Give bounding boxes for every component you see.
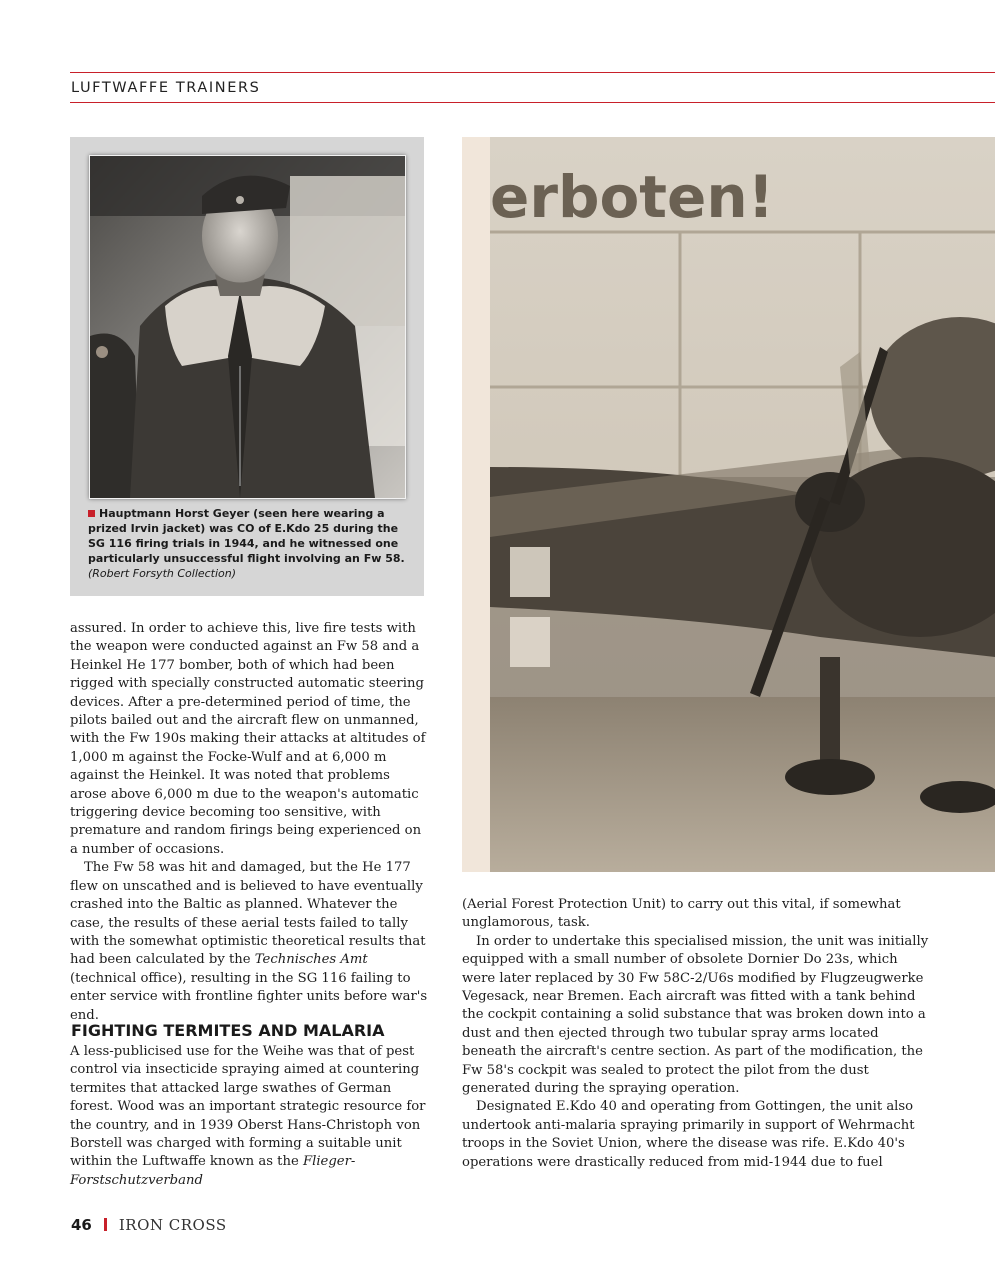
aircraft-hangar-image xyxy=(490,137,995,872)
paragraph-3 xyxy=(70,1043,430,1190)
article-column-right xyxy=(462,896,932,1172)
magazine-name: IRON CROSS xyxy=(118,1216,227,1234)
paragraph-2-part-b: (technical office), resulting in the SG 116 failing to enter service with frontline fighter units before war's end. xyxy=(70,970,428,1023)
paragraph-6: Designated E.Kdo 40 and operating from Gottingen, the unit also undertook anti-malaria spraying primarily in support of Wehrmacht troops in the Soviet Union, where the disease was rife. E.Kdo 40's operations were drastically reduced from mid-1944 due to fuel xyxy=(462,1099,915,1170)
paragraph-2-part-a: The Fw 58 was hit and damaged, but the He 177 flew on unscathed and is believed to have eventually crashed into the Baltic as planned. Whatever the case, the results of these aerial tests failed to tally with the somewhat optimistic theoretical results that had been calculated by the xyxy=(70,860,426,968)
header-rule-bottom xyxy=(70,102,995,103)
hangar-sign-text: erboten! xyxy=(490,163,775,231)
page-footer xyxy=(71,1216,227,1234)
article-column-left-lower xyxy=(70,1043,430,1190)
pilot-portrait-image xyxy=(90,156,405,498)
footer-separator xyxy=(104,1218,107,1231)
caption-subject: Hauptmann Horst Geyer xyxy=(99,507,250,520)
paragraph-2-italic: Technisches Amt xyxy=(254,952,368,968)
caption-text: (seen here wearing a prized Irvin jacket) was CO of E.Kdo 25 during the SG 116 firing trials in 1944, and he witnessed one particularly unsuccessful flight involving an Fw 58. xyxy=(88,507,405,565)
paragraph-5: In order to undertake this specialised mission, the unit was initially equipped with a small number of obsolete Dornier Do 23s, which were later replaced by 30 Fw 58C-2/U6s modified by Flugzeugwerke Vegesack, near Bremen. Each aircraft was fitted with a tank behind the cockpit containing a solid substance that was broken down into a dust and then ejected through two tubular spray arms located beneath the aircraft's centre section. As part of the modification, the Fw 58's cockpit was sealed to protect the pilot from the dust generated during the spraying operation. xyxy=(462,933,929,1097)
photo-caption xyxy=(88,506,408,581)
paragraph-3-part-a: A less-publicised use for the Weihe was that of pest control via insecticide spraying aimed at countering termites that attacked large swathes of German forest. Wood was an important strategic resource for the country, and in 1939 Oberst Hans-Christoph von Borstell was charged with forming a suitable unit within the Luftwaffe known as the xyxy=(70,1044,426,1170)
paragraph-3-italic: Flieger-Forstschutzverband xyxy=(70,1154,356,1188)
caption-bullet-icon xyxy=(88,510,95,517)
article-column-left xyxy=(70,620,430,1025)
page-number: 46 xyxy=(71,1216,92,1234)
paragraph-1: assured. In order to achieve this, live fire tests with the weapon were conducted against an Fw 58 and a Heinkel He 177 bomber, both of which had been rigged with specially constructed automatic steering devices. After a pre-determined period of time, the pilots bailed out and the aircraft flew on unmanned, with the Fw 190s making their attacks at altitudes of 1,000 m against the Focke-Wulf and at 6,000 m against the Heinkel. It was noted that problems arose above 6,000 m due to the weapon's automatic triggering device becoming too sensitive, with premature and random firings being experienced on a number of occasions. xyxy=(70,621,426,857)
caption-credit: (Robert Forsyth Collection) xyxy=(88,567,237,580)
portrait-photo xyxy=(89,155,406,499)
section-title: LUFTWAFFE TRAINERS xyxy=(71,80,261,96)
aircraft-photo xyxy=(490,137,995,872)
aircraft-photo-frame xyxy=(462,137,995,872)
photo-caption-box xyxy=(70,137,424,596)
header-rule-top xyxy=(70,72,995,73)
paragraph-2 xyxy=(70,859,430,1025)
section-subheading: FIGHTING TERMITES AND MALARIA xyxy=(71,1021,385,1040)
paragraph-4: (Aerial Forest Protection Unit) to carry out this vital, if somewhat unglamorous, task. xyxy=(462,897,901,931)
